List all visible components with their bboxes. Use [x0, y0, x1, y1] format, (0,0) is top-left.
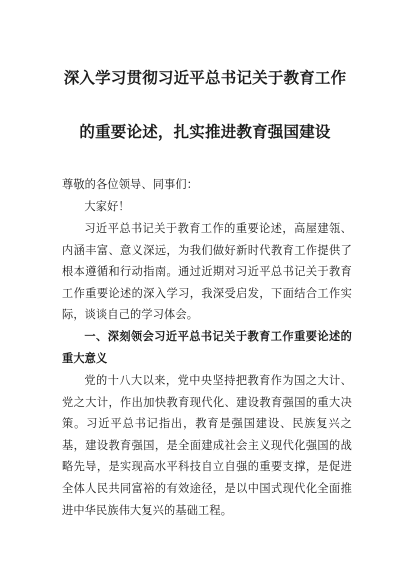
greeting: 大家好！ — [84, 200, 130, 213]
salutation: 尊敬的各位领导、同事们： — [62, 178, 199, 191]
intro-paragraph: 习近平总书记关于教育工作的重要论述，高屋建瓴、内涵丰富、意义深远，为我们做好新时代教育工作提供了根本遵循和行动指南。通过近期对习近平总书记关于教育工作重要论述的深入学习，我深受启发，下面结合工作实际，谈谈自己的学习体会。 — [62, 222, 352, 322]
section-1-heading: 一、深刻领会习近平总书记关于教育工作重要论述的重大意义 — [62, 330, 352, 365]
document-title-line-1: 深入学习贯彻习近平总书记关于教育工作 — [63, 69, 347, 87]
section-1-paragraph: 党的十八大以来，党中央坚持把教育作为国之大计、党之大计，作出加快教育现代化、建设教育强国的重大决策。习近平总书记指出，教育是强国建设、民族复兴之基，建设教育强国，是全面建成社会主义现代化强国的战略先导，是实现高水平科技自立自强的重要支撑，是促进全体人民共同富裕的有效途径，是以中国式现代化全面推进中华民族伟大复兴的基础工程。 — [62, 374, 352, 517]
document-title-line-2: 的重要论述，扎实推进教育强国建设 — [79, 123, 331, 141]
